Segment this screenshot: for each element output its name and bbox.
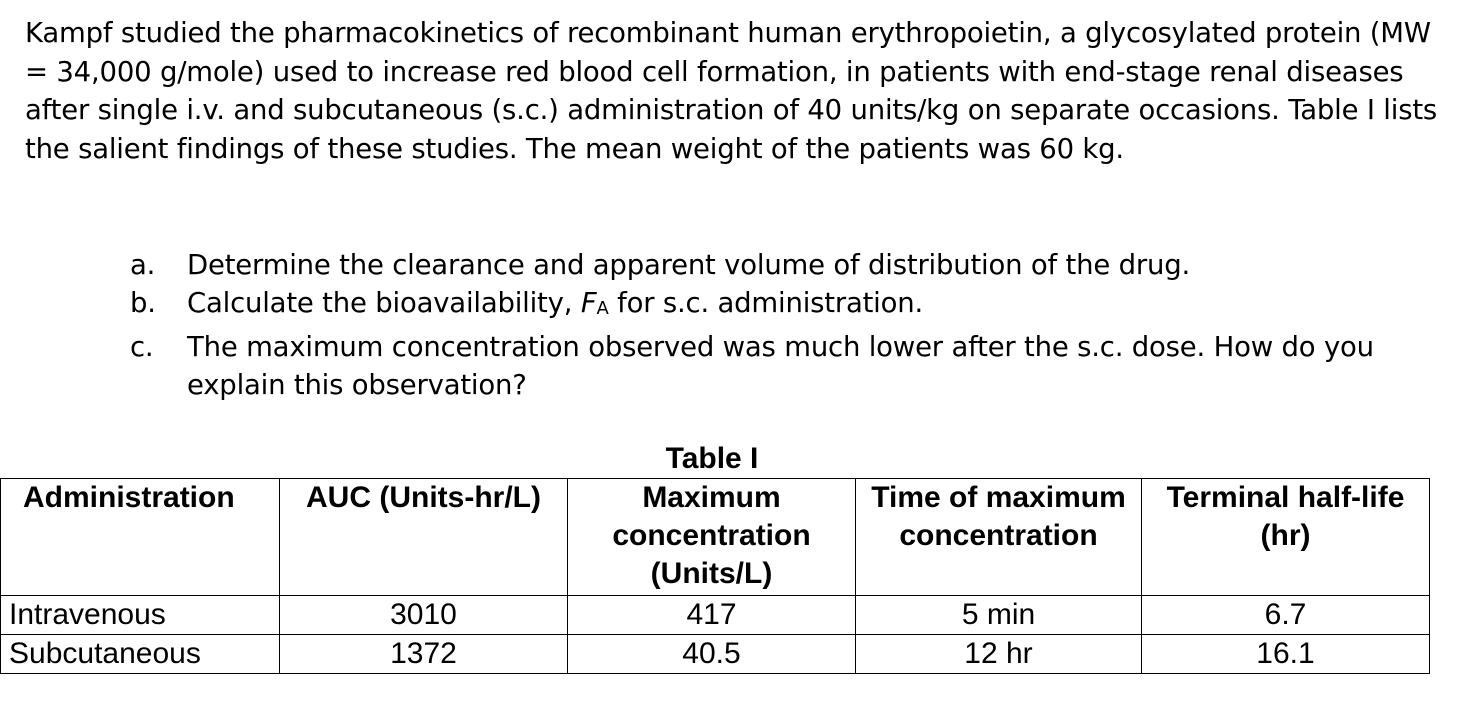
- cell-auc: 3010: [280, 596, 568, 635]
- header-administration: Administration: [1, 479, 280, 596]
- symbol-letter: F: [580, 287, 597, 319]
- cell-auc: 1372: [280, 635, 568, 674]
- question-label: a.: [130, 249, 156, 281]
- cell-half-life: 6.7: [1142, 596, 1430, 635]
- bioavailability-symbol: [581, 287, 609, 319]
- cell-time-of-max: 5 min: [856, 596, 1142, 635]
- table-header-row: [1, 479, 1430, 596]
- problem-statement: [25, 14, 1445, 168]
- question-label: c.: [130, 331, 154, 363]
- intro-paragraph: Kampf studied the pharmacokinetics of recombinant human erythropoietin, a glycosylated protein (MW = 34,000 g/mole) used to increase red blood cell formation, in patients with end-stage renal diseases after single i.v. and subcutaneous (s.c.) administration of 40 units/kg on separate occasions. Table I lists the salient findings of these studies. The mean weight of the patients was 60 kg.: [25, 17, 1438, 165]
- header-half-life: Terminal half-life (hr): [1142, 479, 1430, 596]
- question-b: [130, 284, 1440, 328]
- header-auc: AUC (Units-hr/L): [280, 479, 568, 596]
- table-row-subcutaneous: [1, 635, 1430, 674]
- question-c: [130, 328, 1440, 404]
- cell-max-concentration: 417: [568, 596, 856, 635]
- cell-half-life: 16.1: [1142, 635, 1430, 674]
- table-caption: Table I: [665, 442, 759, 475]
- question-text-before: Calculate the bioavailability,: [187, 287, 581, 319]
- cell-time-of-max: 12 hr: [856, 635, 1142, 674]
- question-text-after: for s.c. administration.: [608, 287, 924, 319]
- cell-administration: Subcutaneous: [1, 635, 280, 674]
- question-text: Determine the clearance and apparent volume of distribution of the drug.: [187, 249, 1191, 281]
- question-list: [130, 246, 1440, 404]
- question-text: The maximum concentration observed was much lower after the s.c. dose. How do you explain this observation?: [187, 331, 1374, 401]
- question-a: [130, 246, 1440, 284]
- question-label: b.: [130, 287, 156, 319]
- header-time-of-max: Time of maximum concentration: [856, 479, 1142, 596]
- results-table: [0, 478, 1430, 674]
- question-text: [187, 284, 1440, 328]
- table-row-intravenous: [1, 596, 1430, 635]
- cell-max-concentration: 40.5: [568, 635, 856, 674]
- symbol-subscript: A: [596, 298, 609, 319]
- header-max-concentration: Maximum concentration (Units/L): [568, 479, 856, 596]
- cell-administration: Intravenous: [1, 596, 280, 635]
